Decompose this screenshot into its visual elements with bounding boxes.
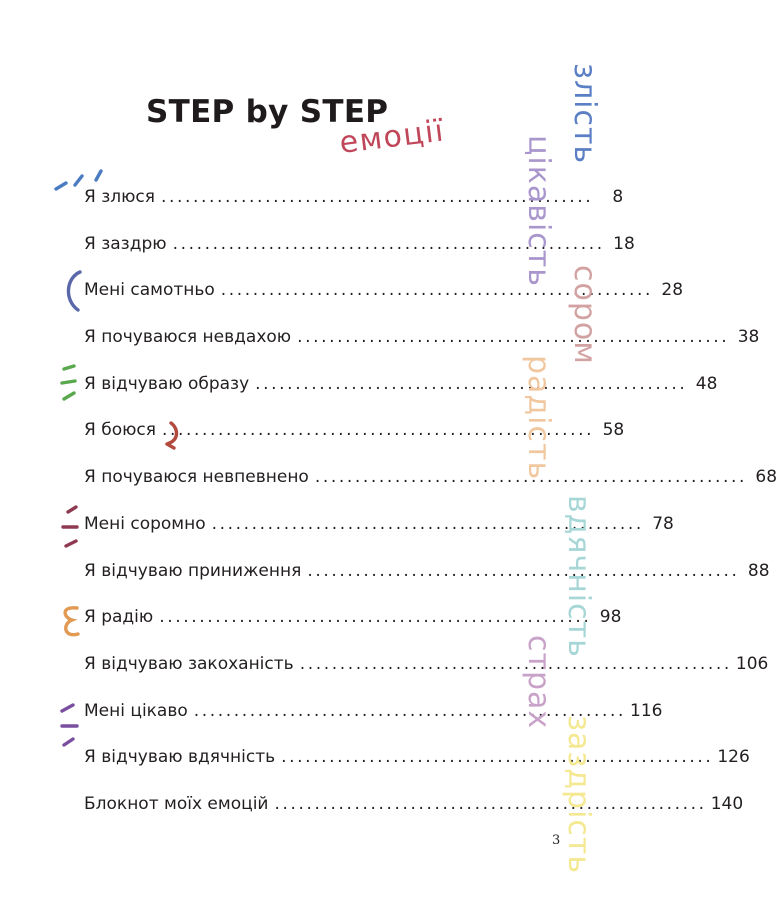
toc-entry-title: Я злюся [84,187,156,207]
toc-dot-leader: ...................................................... [299,653,732,674]
toc-entry-page: 28 [661,280,684,301]
toc-dot-leader: ...................................................... [172,233,605,254]
emotion-word: вдячність [561,495,596,658]
toc-entry-page: 38 [737,327,760,348]
emotion-word: злість [567,63,602,165]
toc-entry-page: 88 [747,560,770,581]
toc-entry[interactable] [84,327,760,374]
toc-entry-page: 126 [717,747,750,768]
subtitle-text: емоції [337,113,447,161]
toc-dot-leader: ...................................................... [159,607,592,628]
emotion-words-column [505,55,635,875]
blue-dash-mark [75,176,82,185]
emotion-word: заздрість [561,715,596,875]
toc-entry[interactable] [84,467,777,514]
toc-entry-page: 68 [755,467,777,488]
indigo-bracket-mark [68,272,80,310]
toc-entry-title: Я боюся [84,420,156,441]
green-dash-mark [62,381,75,383]
toc-entry-page: 116 [630,700,663,721]
toc-entry-page: 18 [613,233,635,254]
toc-entry-title: Блокнот моїх емоцій [84,793,269,814]
toc-entry-page: 58 [602,420,625,441]
toc-entry[interactable] [84,187,624,234]
toc-entry-page: 48 [695,373,718,394]
toc-entry-page: 106 [735,653,769,674]
toc-entry[interactable] [84,560,770,608]
emotion-word: страх [521,635,556,730]
purple-dash-mark [64,739,73,745]
toc-entry-title: Мені цікаво [84,700,188,721]
toc-entry-page: 140 [710,793,744,814]
toc-entry[interactable] [84,793,744,841]
toc-entry-title: Я відчуваю закоханість [84,653,294,674]
toc-entry-page: 8 [612,187,624,207]
toc-dot-leader: ...................................................... [161,420,595,441]
toc-dot-leader: ...................................................... [281,747,714,768]
toc-entry[interactable] [84,607,622,654]
toc-dot-leader: ...................................................... [193,700,626,721]
toc-entry-title: Мені соромно [84,513,206,534]
toc-dot-leader: ...................................................... [255,373,688,394]
toc-dot-leader: ...................................................... [314,467,748,488]
toc-entry-title: Я заздрю [84,233,167,254]
toc-entry[interactable] [84,513,674,561]
blue-dash-mark [56,183,66,189]
handwritten-subtitle [338,112,474,164]
toc-entry-page: 78 [652,513,674,534]
emotion-word: сором [567,265,602,365]
plum-dash-mark [68,507,76,512]
toc-dot-leader: ...................................................... [307,560,740,581]
plum-dash-mark [66,541,76,546]
toc-entry[interactable] [84,373,718,421]
page-number: 3 [552,833,561,848]
emotion-word: цікавість [521,135,556,287]
toc-entry-title: Я радію [84,607,154,628]
toc-entry[interactable] [84,280,684,327]
toc-entry-title: Мені самотньо [84,280,215,301]
blue-dash-mark [96,171,101,180]
toc-entry-title: Я відчуваю образу [84,373,250,394]
toc-entry[interactable] [84,233,635,281]
toc-dot-leader: ...................................................... [220,280,654,301]
book-title: STEP by STEP [146,94,389,130]
toc-entry[interactable] [84,747,750,794]
emotion-word: радість [521,355,556,481]
toc-dot-leader: ...................................................... [161,187,594,207]
toc-entry[interactable] [84,700,663,748]
green-dash-mark [64,366,74,369]
toc-dot-leader: ...................................................... [211,513,644,534]
orange-brace-mark [65,608,78,635]
toc-entry-page: 98 [599,607,622,628]
toc-dot-leader: ...................................................... [274,793,707,814]
toc-entry-title: Я відчуваю приниження [84,560,302,581]
green-dash-mark [64,393,74,399]
purple-dash-mark [62,705,73,711]
toc-entry[interactable] [84,420,625,467]
toc-dot-leader: ...................................................... [297,327,730,348]
toc-entry-title: Я почуваюся невдахою [84,327,292,348]
toc-entry-title: Я почуваюся невпевнено [84,467,309,488]
toc-entry-title: Я відчуваю вдячність [84,747,276,768]
